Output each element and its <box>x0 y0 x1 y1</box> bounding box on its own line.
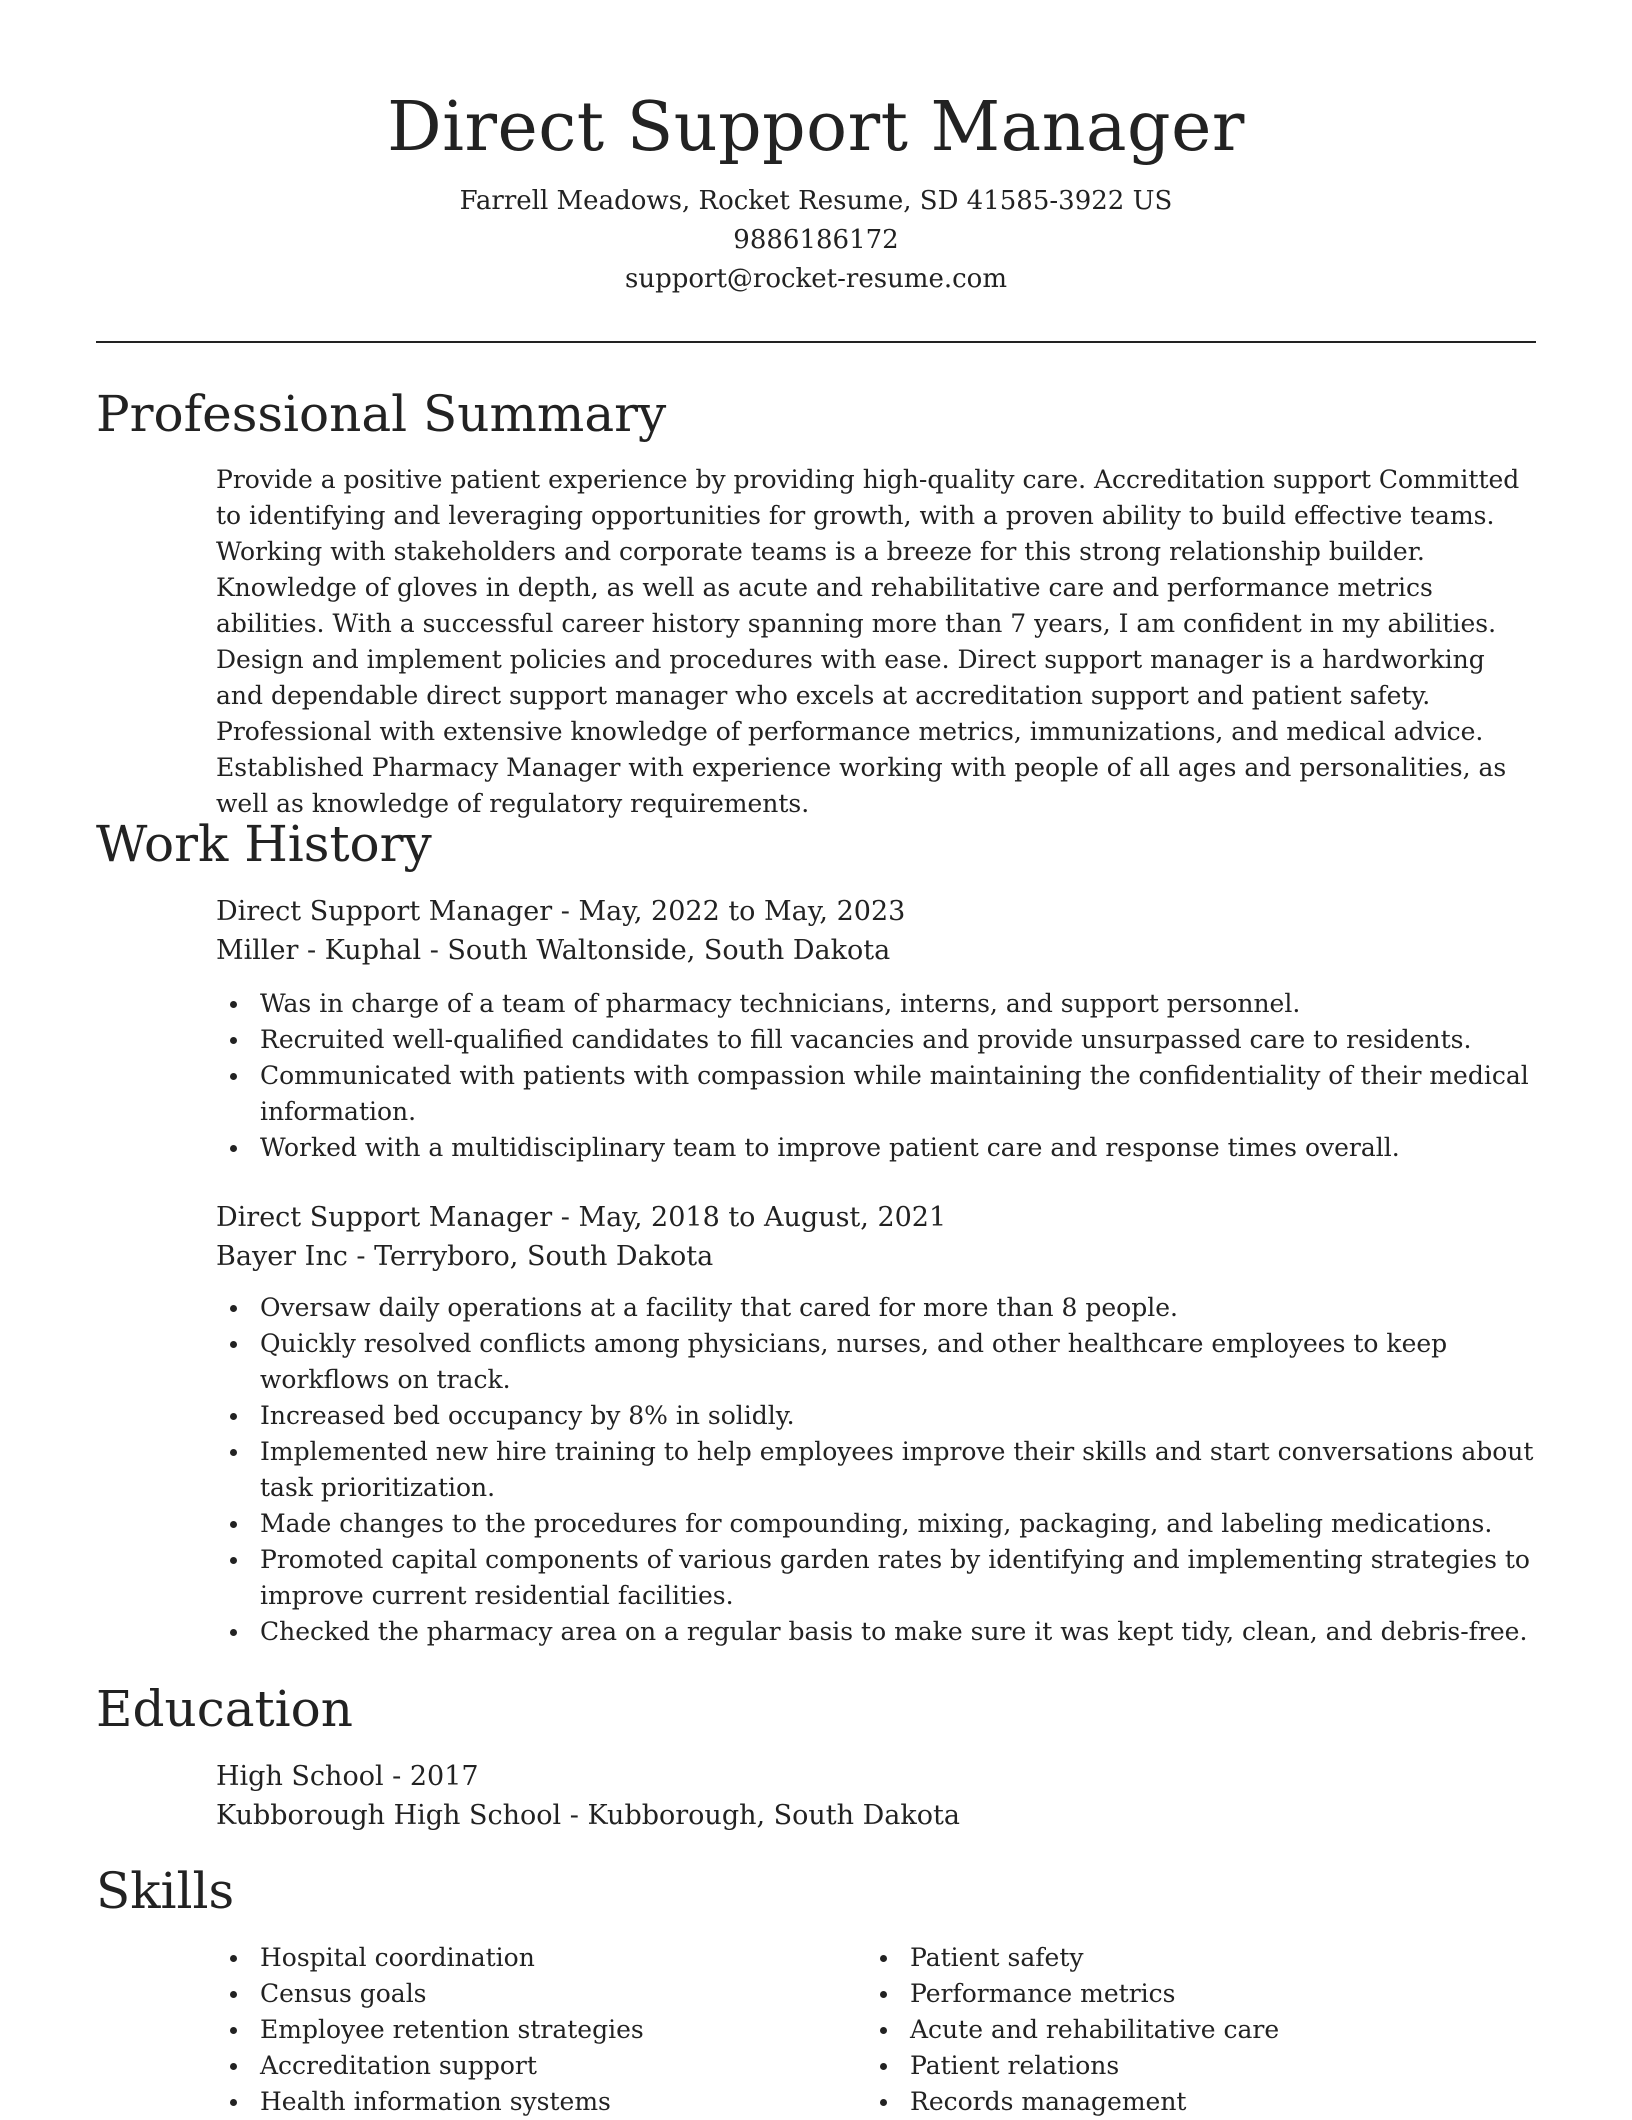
job-bullet: Oversaw daily operations at a facility that cared for more than 8 people. <box>216 1290 1536 1326</box>
job-bullet: Worked with a multidisciplinary team to improve patient care and response times overall. <box>216 1130 1536 1166</box>
job-title: Direct Support Manager <box>216 1202 553 1233</box>
section-heading-education: Education <box>96 1680 353 1738</box>
job-bullet: Increased bed occupancy by 8% in solidly. <box>216 1398 1536 1434</box>
education-degree: High School <box>216 1761 384 1792</box>
skills-list-left <box>216 1940 866 2120</box>
job-bullet: Communicated with patients with compassion while maintaining the confidentiality of their medical information. <box>216 1058 1536 1130</box>
job-title-line <box>216 892 1536 931</box>
job-company-line <box>216 931 1536 970</box>
education-school: Kubborough High School <box>216 1800 562 1831</box>
skill-item: Census goals <box>216 1976 866 2012</box>
section-heading-summary: Professional Summary <box>96 385 667 443</box>
contact-email: support@rocket-resume.com <box>624 264 1007 294</box>
job-dates: - May, 2018 to August, 2021 <box>552 1202 947 1233</box>
job-bullet: Recruited well-qualified candidates to fill vacancies and provide unsurpassed care to residents. <box>216 1022 1536 1058</box>
education-year: - 2017 <box>383 1761 479 1792</box>
job-title-line <box>216 1198 1536 1237</box>
education-entry <box>216 1757 1536 1835</box>
resume-header <box>0 80 1632 299</box>
skill-item: Hospital coordination <box>216 1940 866 1976</box>
section-heading-work-history: Work History <box>96 815 432 873</box>
skills-columns <box>216 1940 1536 2120</box>
job-bullet: Quickly resolved conflicts among physicians, nurses, and other healthcare employees to keep workflows on track. <box>216 1326 1536 1398</box>
job-bullet: Checked the pharmacy area on a regular basis to make sure it was kept tidy, clean, and debris-free. <box>216 1614 1536 1650</box>
skill-item: Accreditation support <box>216 2048 866 2084</box>
skill-item: Employee retention strategies <box>216 2012 866 2048</box>
skill-item: Acute and rehabilitative care <box>866 2012 1516 2048</box>
skill-item: Records management <box>866 2084 1516 2120</box>
job-location: - South Waltonside, South Dakota <box>421 935 891 966</box>
skill-item: Health information systems <box>216 2084 866 2120</box>
job-company: Miller - Kuphal <box>216 935 422 966</box>
skills-list-right <box>866 1940 1516 2120</box>
job-company: Bayer Inc <box>216 1241 348 1272</box>
section-heading-skills: Skills <box>96 1862 235 1920</box>
job-bullets <box>216 986 1536 1166</box>
job-dates: - May, 2022 to May, 2023 <box>552 896 906 927</box>
education-degree-line <box>216 1757 1536 1796</box>
education-location: - Kubborough, South Dakota <box>561 1800 960 1831</box>
job-entry <box>216 1198 1536 1650</box>
job-location: - Terryboro, South Dakota <box>347 1241 714 1272</box>
skill-item: Patient relations <box>866 2048 1516 2084</box>
job-bullet: Implemented new hire training to help employees improve their skills and start conversations about task prioritization. <box>216 1434 1536 1506</box>
skill-item: Patient safety <box>866 1940 1516 1976</box>
contact-address: Farrell Meadows, Rocket Resume, SD 41585-3922 US <box>459 186 1173 216</box>
summary-text: Provide a positive patient experience by providing high-quality care. Accreditation support Committed to identifying and leveraging opportunities for growth, with a proven ability to build effective teams. Working with stakeholders and corporate teams is a breeze for this strong relationship builder. Knowledge of gloves in depth, as well as acute and rehabilitative care and performance metrics abilities. With a successful career history spanning more than 7 years, I am confident in my abilities. Design and implement policies and procedures with ease. Direct support manager is a hardworking and dependable direct support manager who excels at accreditation support and patient safety. Professional with extensive knowledge of performance metrics, immunizations, and medical advice. Established Pharmacy Manager with experience working with people of all ages and personalities, as well as knowledge of regulatory requirements. <box>216 465 1520 818</box>
skill-item: Performance metrics <box>866 1976 1516 2012</box>
job-bullets <box>216 1290 1536 1650</box>
job-bullet: Was in charge of a team of pharmacy technicians, interns, and support personnel. <box>216 986 1536 1022</box>
job-bullet: Promoted capital components of various garden rates by identifying and implementing strategies to improve current residential facilities. <box>216 1542 1536 1614</box>
contact-phone: 9886186172 <box>733 225 899 255</box>
header-divider <box>96 341 1536 343</box>
job-entry <box>216 892 1536 1166</box>
resume-title: Direct Support Manager <box>387 88 1245 167</box>
education-school-line <box>216 1796 1536 1835</box>
job-bullet: Made changes to the procedures for compounding, mixing, packaging, and labeling medications. <box>216 1506 1536 1542</box>
job-title: Direct Support Manager <box>216 896 553 927</box>
job-company-line <box>216 1237 1536 1276</box>
